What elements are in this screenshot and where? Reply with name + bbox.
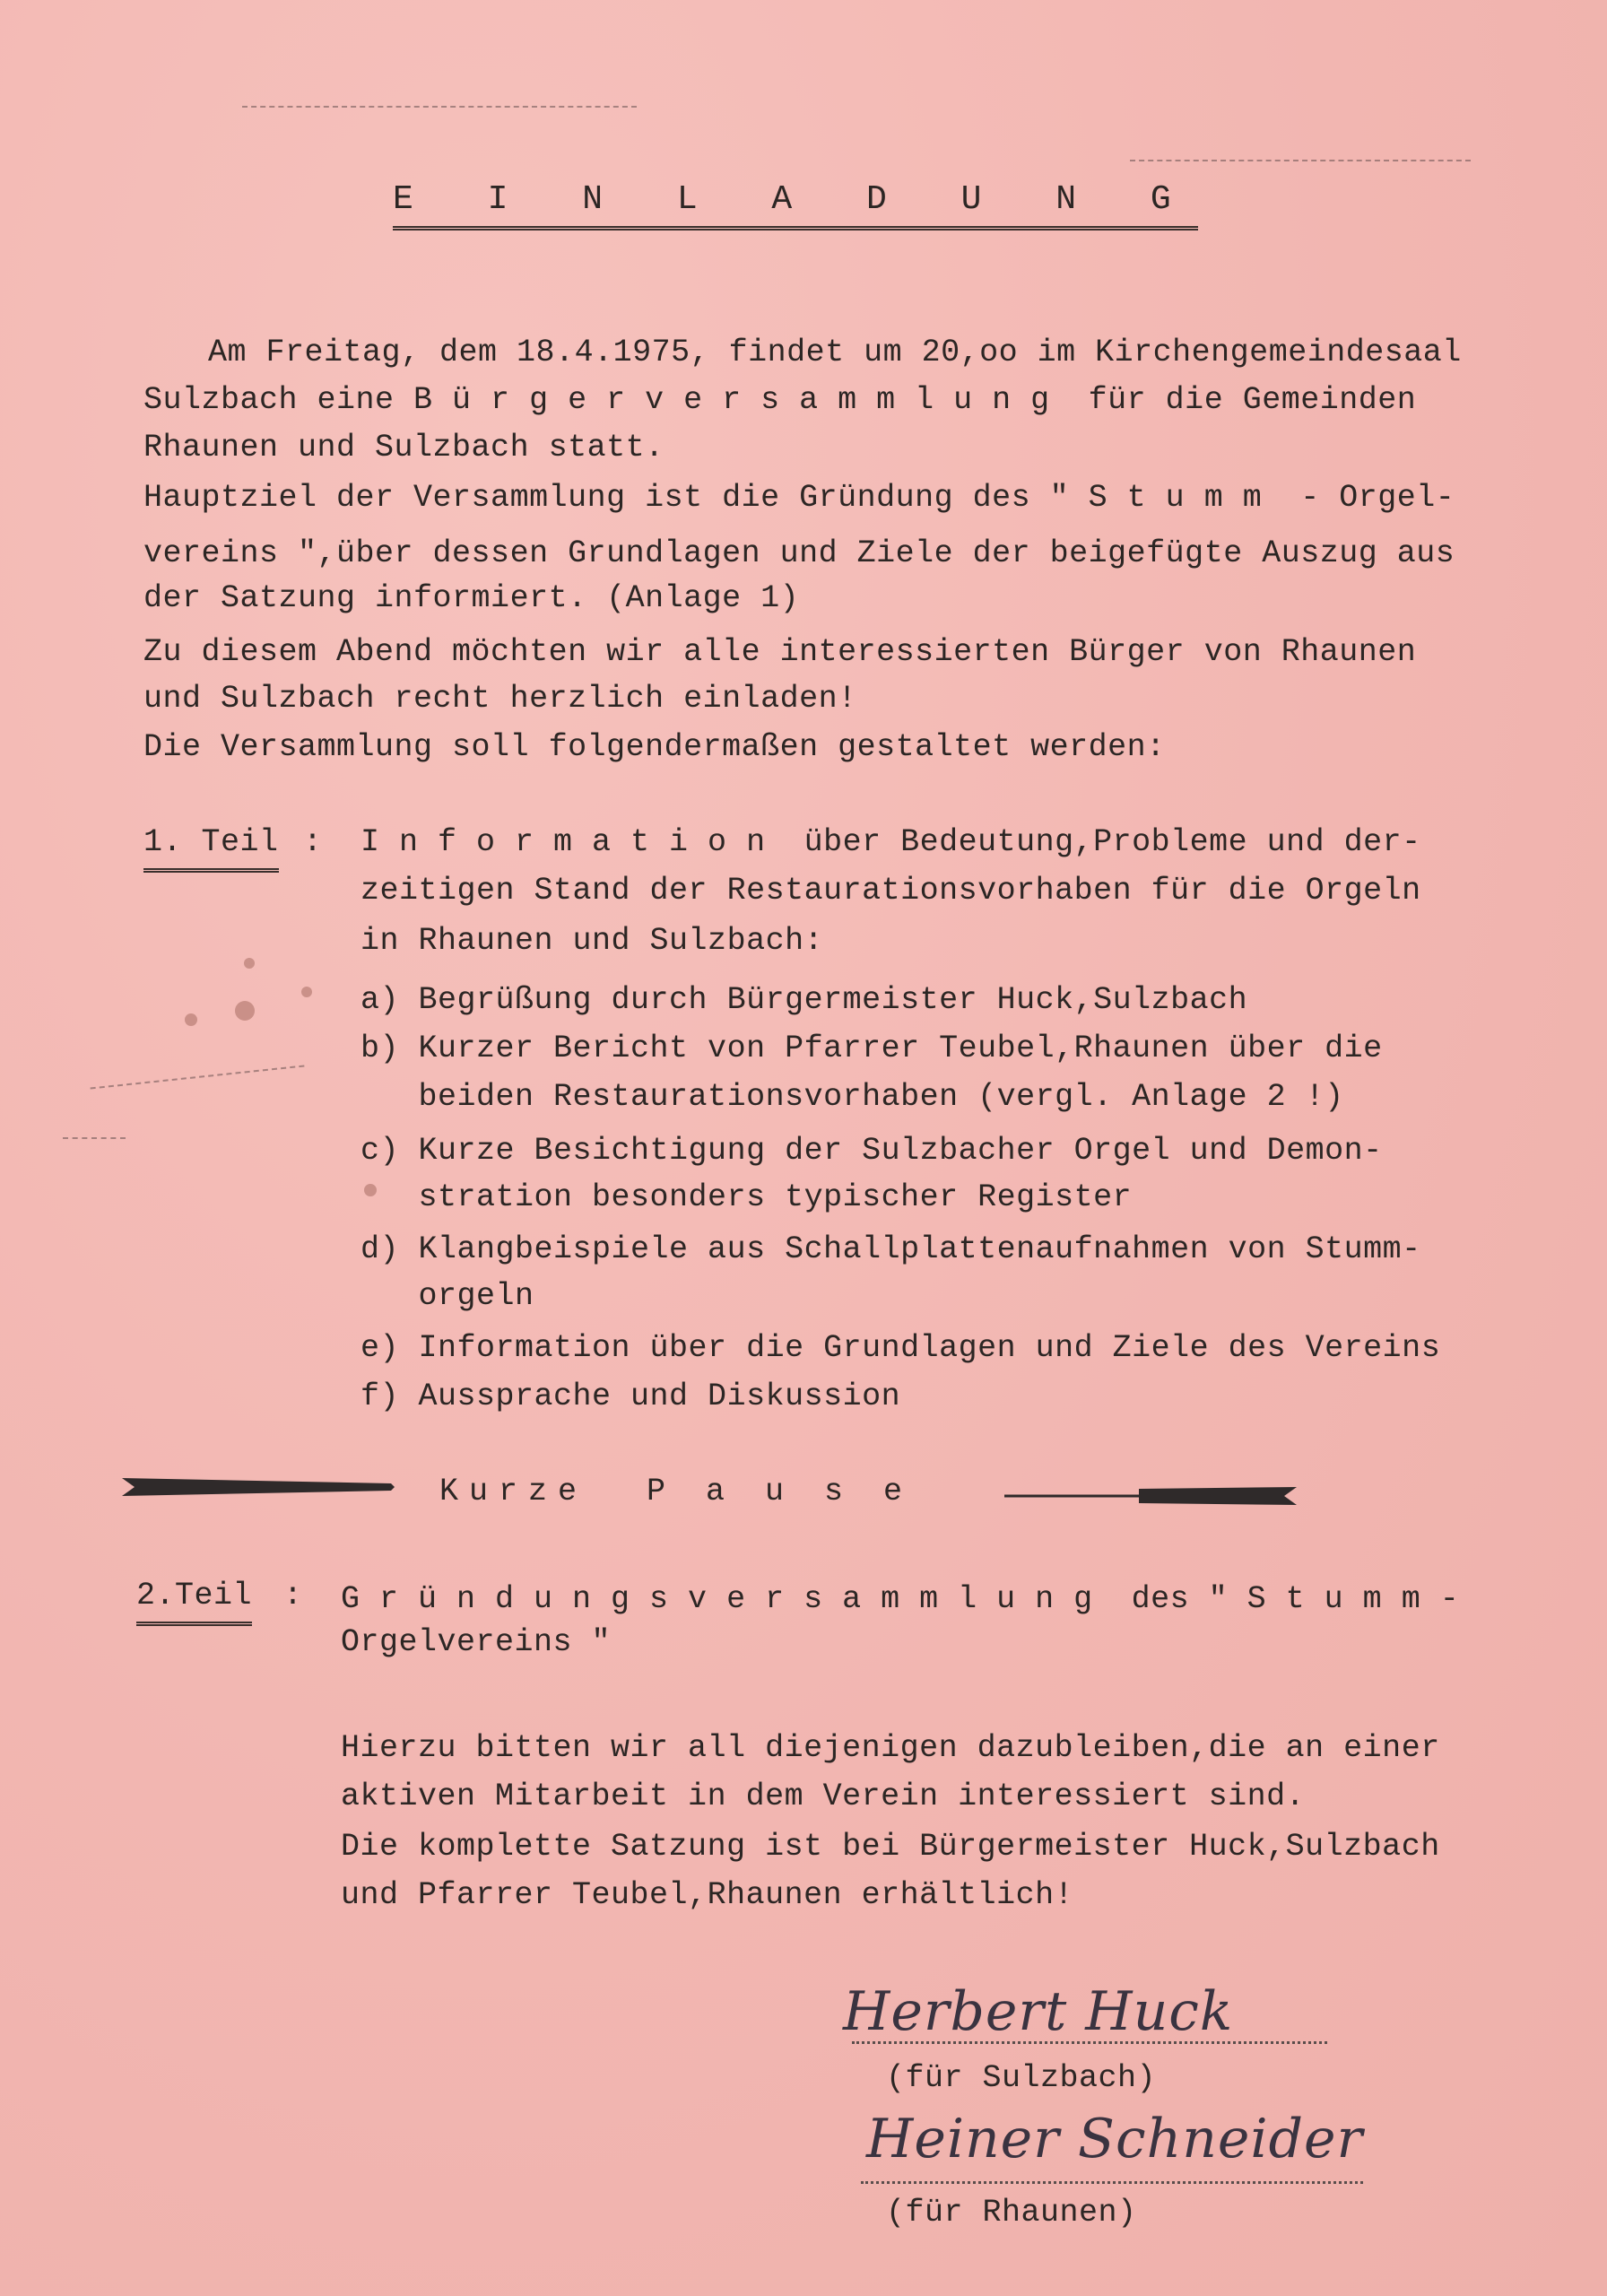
stain [244, 958, 255, 969]
intro-line: Zu diesem Abend möchten wir alle interessierten Bürger von Rhaunen [143, 634, 1417, 670]
agenda-item-e: e) Information über die Grundlagen und Ziele des Vereins [360, 1330, 1441, 1366]
signature-schneider: Heiner Schneider [866, 2108, 1364, 2170]
intro-line: Rhaunen und Sulzbach statt. [143, 430, 665, 465]
stain [185, 1013, 197, 1026]
part2-label: 2.Teil [136, 1571, 252, 1626]
agenda-item-f: f) Aussprache und Diskussion [360, 1378, 901, 1414]
part1-label: 1. Teil [143, 818, 279, 873]
agenda-item-b-cont: beiden Restaurationsvorhaben (vergl. Anlage 2 !) [360, 1079, 1344, 1115]
intro-line: der Satzung informiert. (Anlage 1) [143, 580, 800, 616]
closing-line: Die komplette Satzung ist bei Bürgermeister Huck,Sulzbach [341, 1829, 1440, 1865]
part1-heading-line: zeitigen Stand der Restaurationsvorhaben für die Orgeln [360, 873, 1421, 909]
intro-line: Hauptziel der Versammlung ist die Gründung des " S t u m m - Orgel- [143, 480, 1455, 516]
top-mark [1130, 160, 1471, 161]
signature-line [852, 2041, 1327, 2044]
part1-heading-line: I n f o r m a t i o n über Bedeutung,Probleme und der- [360, 824, 1421, 860]
part1-colon: : [303, 824, 323, 860]
signature-huck: Herbert Huck [843, 1980, 1234, 2043]
part1-heading-line: in Rhaunen und Sulzbach: [360, 923, 824, 959]
agenda-item-c-cont: stration besonders typischer Register [360, 1179, 1133, 1215]
agenda-item-d: d) Klangbeispiele aus Schallplattenaufnahmen von Stumm- [360, 1231, 1421, 1267]
signature-caption-sulzbach: (für Sulzbach) [886, 2060, 1157, 2096]
top-mark [242, 106, 637, 108]
agenda-item-b: b) Kurzer Bericht von Pfarrer Teubel,Rhaunen über die [360, 1031, 1383, 1066]
intro-line: vereins ",über dessen Grundlagen und Ziele der beigefügte Auszug aus [143, 535, 1455, 571]
part2-line: Orgelvereins " [341, 1624, 612, 1660]
stain [301, 987, 312, 997]
closing-line: aktiven Mitarbeit in dem Verein interessiert sind. [341, 1779, 1306, 1814]
stain [235, 1001, 255, 1021]
intro-line: und Sulzbach recht herzlich einladen! [143, 681, 857, 717]
part2-colon: : [283, 1578, 303, 1613]
pause-bar-left [122, 1474, 396, 1498]
stain [364, 1184, 377, 1196]
pause-label: Kurze P a u s e [439, 1474, 914, 1509]
intro-line: Die Versammlung soll folgendermaßen gestaltet werden: [143, 729, 1166, 765]
signature-line [861, 2181, 1363, 2184]
document-title: E I N L A D U N G [393, 176, 1198, 230]
intro-line: Am Freitag, dem 18.4.1975, findet um 20,oo im Kirchengemeindesaal [208, 335, 1462, 370]
signature-caption-rhaunen: (für Rhaunen) [886, 2195, 1137, 2231]
pencil-mark [63, 1137, 126, 1139]
agenda-item-c: c) Kurze Besichtigung der Sulzbacher Orgel und Demon- [360, 1133, 1383, 1169]
closing-line: und Pfarrer Teubel,Rhaunen erhältlich! [341, 1877, 1074, 1913]
pause-bar-right [1004, 1483, 1300, 1507]
agenda-item-d-cont: orgeln [360, 1278, 534, 1314]
closing-line: Hierzu bitten wir all diejenigen dazubleiben,die an einer [341, 1730, 1440, 1766]
part2-line: G r ü n d u n g s v e r s a m m l u n g des " S t u m m - [341, 1581, 1460, 1617]
intro-line: Sulzbach eine B ü r g e r v e r s a m m l u n g für die Gemeinden [143, 382, 1417, 418]
agenda-item-a: a) Begrüßung durch Bürgermeister Huck,Sulzbach [360, 982, 1248, 1018]
